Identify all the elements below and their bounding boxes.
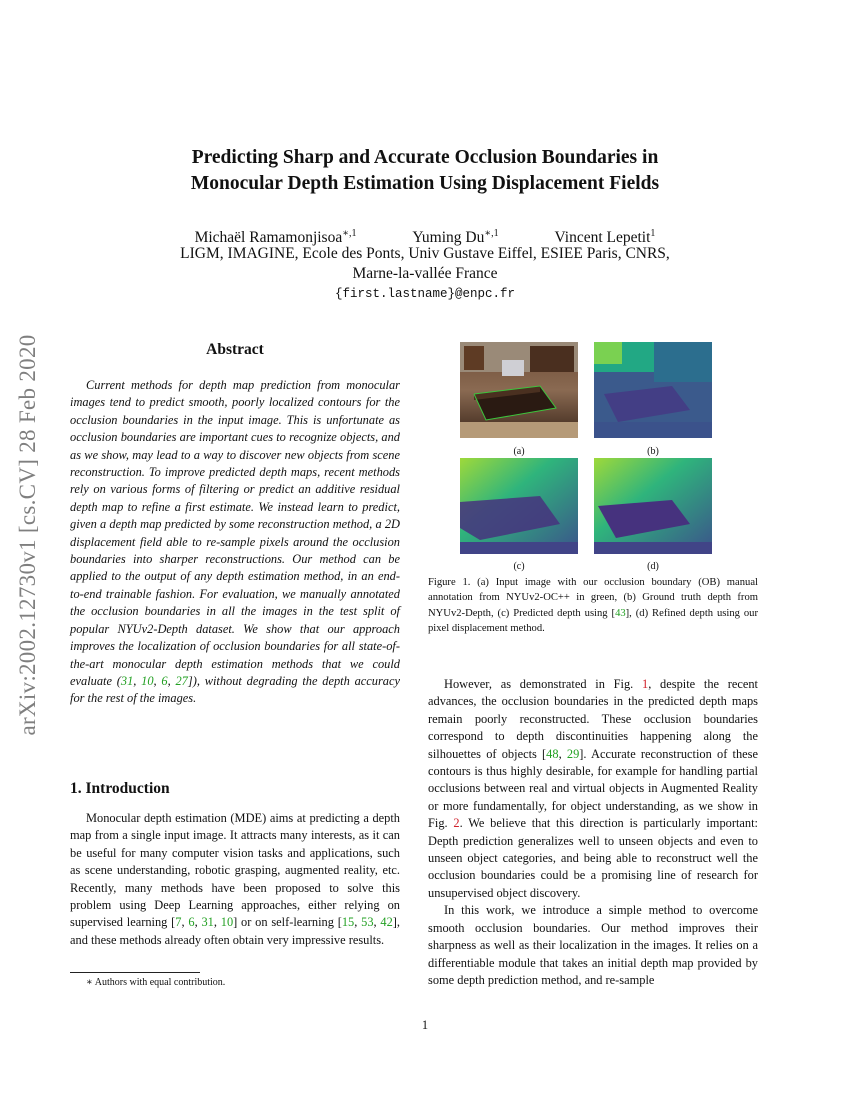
citation[interactable]: 53 bbox=[361, 915, 374, 930]
title-line-1: Predicting Sharp and Accurate Occlusion Boundaries in bbox=[191, 147, 659, 168]
citation[interactable]: 48 bbox=[546, 746, 559, 761]
page-number: 1 bbox=[421, 1018, 429, 1032]
figure-1 bbox=[460, 342, 724, 574]
citation[interactable]: 10 bbox=[220, 915, 234, 930]
figure-label: (a) bbox=[513, 446, 525, 457]
right-column-body: However, as demonstrated in Fig. 1, despite the recent advances, the occlusion boundaries in the predicted depth maps remain poorly reconstructed. These occlusion boundaries correspond to depth discontinuities happening along the silhouettes of objects [48, 29]. Accurate reconstruction of these contours is thus highly desirable, for example for handling partial occlusions between real and virtual objects in Augmented Reality or more fundamentally, for object understanding, as we show in Fig. 2. We believe that this direction is particularly important: Depth prediction generalizes well to unseen objects and even to unseen object categories, and being able to reconstruct well the occlusion boundaries could be a promising line of research for unsupervised object discovery. In this work, we introduce a simple method to overcome smooth occlusion boundaries. Our method improves their sharpness as well as their localization in the images. It relies on a differentiable module that takes an initial depth map provided by some depth prediction method, and re-sample bbox=[428, 677, 759, 987]
input-image-panel bbox=[460, 342, 578, 438]
figure-label: (c) bbox=[513, 561, 525, 572]
citation[interactable]: 6 bbox=[188, 915, 195, 930]
citation[interactable]: 29 bbox=[566, 746, 580, 761]
citation[interactable]: 15 bbox=[341, 915, 355, 930]
abstract-heading: Abstract bbox=[206, 341, 264, 358]
predicted-depth-panel bbox=[460, 458, 578, 554]
figure-label: (b) bbox=[647, 446, 659, 457]
section-heading-introduction: 1. Introduction bbox=[70, 780, 170, 797]
footnote: ∗ Authors with equal contribution. bbox=[86, 977, 226, 988]
citation[interactable]: 10 bbox=[141, 673, 154, 688]
citation[interactable]: 7 bbox=[175, 915, 182, 930]
arxiv-id: arXiv:2002.12730v1 [cs.CV] 28 Feb 2020 bbox=[15, 334, 40, 736]
figure-caption: Figure 1. (a) Input image with our occlusion boundary (OB) manual annotation from NYUv2-OC++ in green, (b) Ground truth depth from NYUv2-Depth, (c) Predicted depth using [43], (d) Refined depth using our pixel displacement method. bbox=[428, 577, 758, 635]
abstract-body: Current methods for depth map prediction from monocular images tend to predict smooth, poorly localized contours for the occlusion boundaries in the input image. This is unfortunate as occlusion boundaries are important cues to recognize objects, and as we show, may lead to a way to discover new objects from scene reconstruction. To improve predicted depth maps, recent methods rely on various forms of filtering or predict an additive residual depth map to refine a first estimate. We instead learn to predict, given a depth map predicted by some reconstruction method, a 2D displacement field able to re-sample pixels around the occlusion boundaries into sharper reconstructions. Our method can be applied to the output of any depth estimation method, in an end-to-end trainable fashion. For evaluation, we manually annotated the occlusion boundaries in all the images in the test split of popular NYUv2-Depth dataset. We show that our approach improves the localization of occlusion boundaries for all state-of-the-art monocular depth estimation methods that we could evaluate (31, 10, 6, 27]), without degrading the depth accuracy for the rest of the images. bbox=[70, 378, 400, 706]
citation[interactable]: 31 bbox=[120, 673, 134, 688]
author-1: Michaël Ramamonjisoa$^{∗,1}$ bbox=[194, 228, 357, 247]
footnote-rule bbox=[70, 972, 200, 973]
author-email: {first.lastname}@enpc.fr bbox=[334, 287, 516, 301]
citation[interactable]: 27 bbox=[175, 673, 188, 688]
ground-truth-depth-panel bbox=[594, 342, 712, 438]
figure-ref[interactable]: 2 bbox=[453, 816, 460, 831]
author-2: Yuming $Du^{∗,1}$ bbox=[412, 228, 499, 247]
citation[interactable]: 6 bbox=[161, 673, 168, 688]
arxiv-stamp bbox=[8, 300, 48, 770]
author-3: Vincent Lepetit$^1$ bbox=[554, 228, 656, 247]
affiliation: LIGM, IMAGINE, Ecole des Ponts, Univ Gustave Eiffel, ESIEE Paris, CNRS, Marne-la-vallée France bbox=[180, 245, 670, 282]
citation[interactable]: 43 bbox=[615, 607, 626, 619]
citation[interactable]: 42 bbox=[380, 915, 393, 930]
figure-ref[interactable]: 1 bbox=[642, 677, 649, 691]
refined-depth-panel bbox=[594, 458, 712, 554]
paper-title bbox=[125, 145, 725, 197]
title-line-2: Monocular Depth Estimation Using Displacement Fields bbox=[190, 173, 660, 194]
introduction-body: Monocular depth estimation (MDE) aims at predicting a depth map from a single input image. It attracts many interests, as it can be useful for many computer vision tasks and applications, such as scene understanding, robotic grasping, augmented reality, etc. Recently, many methods have been proposed to solve this problem using Deep Learning approaches, either relying on supervised learning [7, 6, 31, 10] or on self-learning [15, 53, 42], and these methods already often obtain very impressive results. bbox=[70, 811, 401, 947]
figure-label: (d) bbox=[647, 561, 659, 572]
citation[interactable]: 31 bbox=[201, 915, 214, 930]
